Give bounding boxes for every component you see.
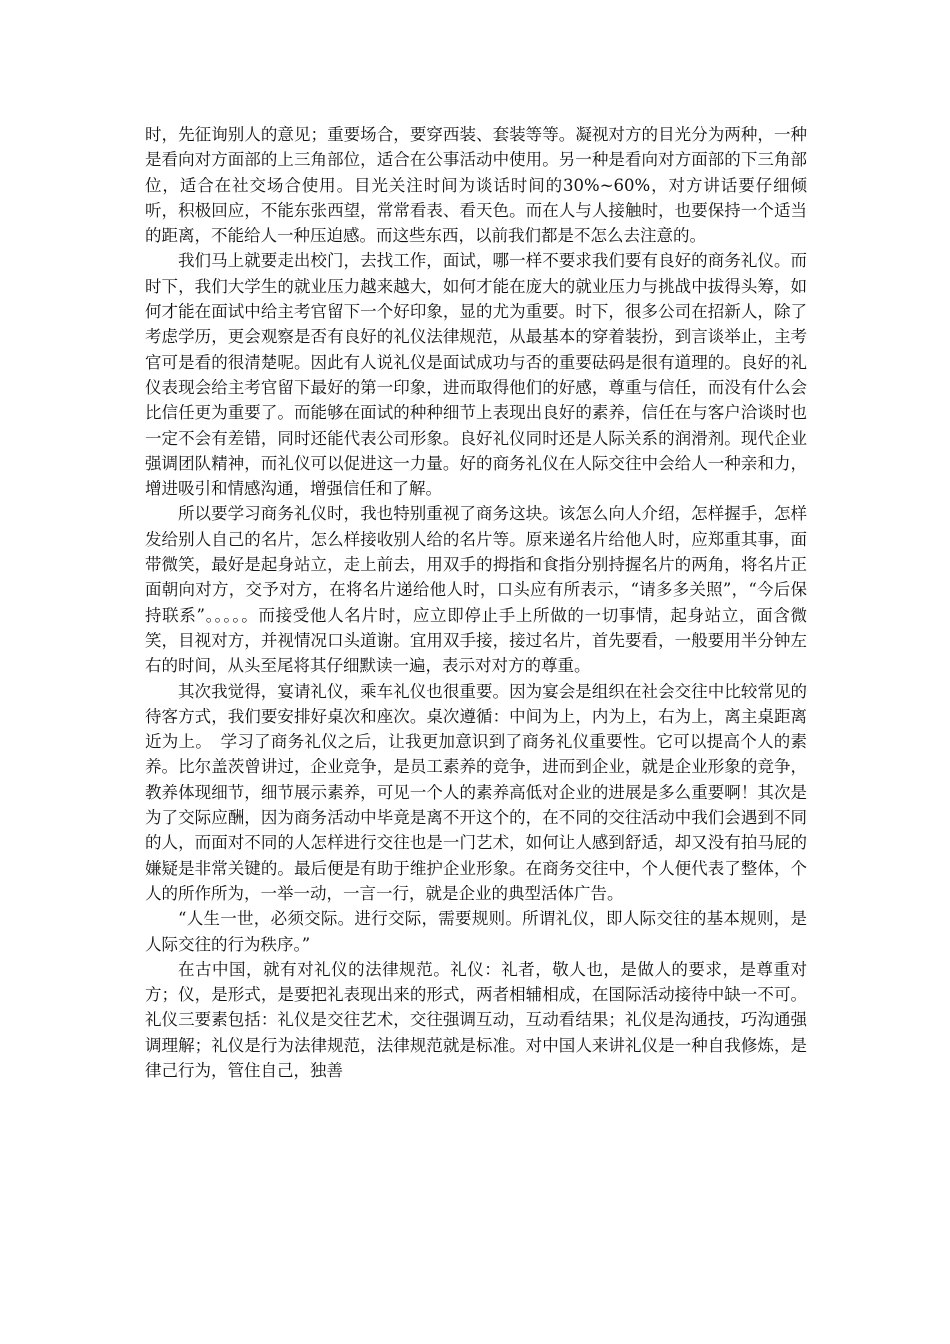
paragraph-6: 在古中国，就有对礼仪的法律规范。礼仪：礼者，敬人也，是做人的要求，是尊重对方；仪，是形式，是要把礼表现出来的形式，两者相辅相成，在国际活动接待中缺一不可。礼仪三要素包括：礼仪是交往艺术，交往强调互动，互动看结果；礼仪是沟通技，巧沟通强调理解；礼仪是行为法律规范，法律规范就是标准。对中国人来讲礼仪是一种自我修炼，是律己行为，管住自己，独善	[145, 959, 807, 1080]
paragraph-2: 我们马上就要走出校门，去找工作，面试，哪一样不要求我们要有良好的商务礼仪。而时下，我们大学生的就业压力越来越大，如何才能在庞大的就业压力与挑战中拔得头筹，如何才能在面试中给主考官留下一个好印象，显的尤为重要。时下，很多公司在招新人，除了考虑学历，更会观察是否有良好的礼仪法律规范，从最基本的穿着装扮，到言谈举止，主考官可是看的很清楚呢。因此有人说礼仪是面试成功与否的重要砝码是很有道理的。良好的礼仪表现会给主考官留下最好的第一印象，进而取得他们的好感，尊重与信任，而没有什么会比信任更为重要了。而能够在面试的种种细节上表现出良好的素养，信任在与客户洽谈时也一定不会有差错，同时还能代表公司形象。良好礼仪同时还是人际关系的润滑剂。现代企业强调团队精神，而礼仪可以促进这一力量。好的商务礼仪在人际交往中会给人一种亲和力，增进吸引和情感沟通，增强信任和了解。	[145, 251, 807, 499]
body-text	[145, 122, 807, 1083]
paragraph-1: 时，先征询别人的意见；重要场合，要穿西装、套装等等。凝视对方的目光分为两种，一种是看向对方面部的上三角部位，适合在公事活动中使用。另一种是看向对方面部的下三角部位，适合在社交场合使用。目光关注时间为谈话时间的30%~60%，对方讲话要仔细倾听，积极回应，不能东张西望，常常看表、看天色。而在人与人接触时，也要保持一个适当的距离，不能给人一种压迫感。而这些东西，以前我们都是不怎么去注意的。	[145, 125, 807, 246]
paragraph-4: 其次我觉得，宴请礼仪，乘车礼仪也很重要。因为宴会是组织在社会交往中比较常见的待客方式，我们要安排好桌次和座次。桌次遵循：中间为上，内为上，右为上，离主桌距离近为上。 学习了商务礼仪之后，让我更加意识到了商务礼仪重要性。它可以提高个人的素养。比尔盖茨曾讲过，企业竞争，是员工素养的竞争，进而到企业，就是企业形象的竞争，教养体现细节，细节展示素养，可见一个人的素养高低对企业的进展是多么重要啊！其次是为了交际应酬，因为商务活动中毕竟是离不开这个的，在不同的交往活动中我们会遇到不同的人，而面对不同的人怎样进行交往也是一门艺术，如何让人感到舒适，却又没有拍马屁的嫌疑是非常关键的。最后便是有助于维护企业形象。在商务交往中，个人便代表了整体，个人的所作所为，一举一动，一言一行，就是企业的典型活体广告。	[145, 681, 807, 903]
paragraph-3: 所以要学习商务礼仪时，我也特别重视了商务这块。该怎么向人介绍，怎样握手，怎样发给别人自己的名片，怎么样接收别人给的名片等。原来递名片给他人时，应郑重其事，面带微笑，最好是起身站立，走上前去，用双手的拇指和食指分别持握名片的两角，将名片正面朝向对方，交予对方，在将名片递给他人时，口头应有所表示，“请多多关照”，“今后保持联系”。。。。。而接受他人名片时，应立即停止手上所做的一切事情，起身站立，面含微笑，目视对方，并视情况口头道谢。宜用双手接，接过名片，首先要看，一般要用半分钟左右的时间，从头至尾将其仔细默读一遍，表示对对方的尊重。	[145, 504, 807, 676]
paragraph-5: “人生一世，必须交际。进行交际，需要规则。所谓礼仪，即人际交往的基本规则，是人际交往的行为秩序。”	[145, 909, 807, 954]
